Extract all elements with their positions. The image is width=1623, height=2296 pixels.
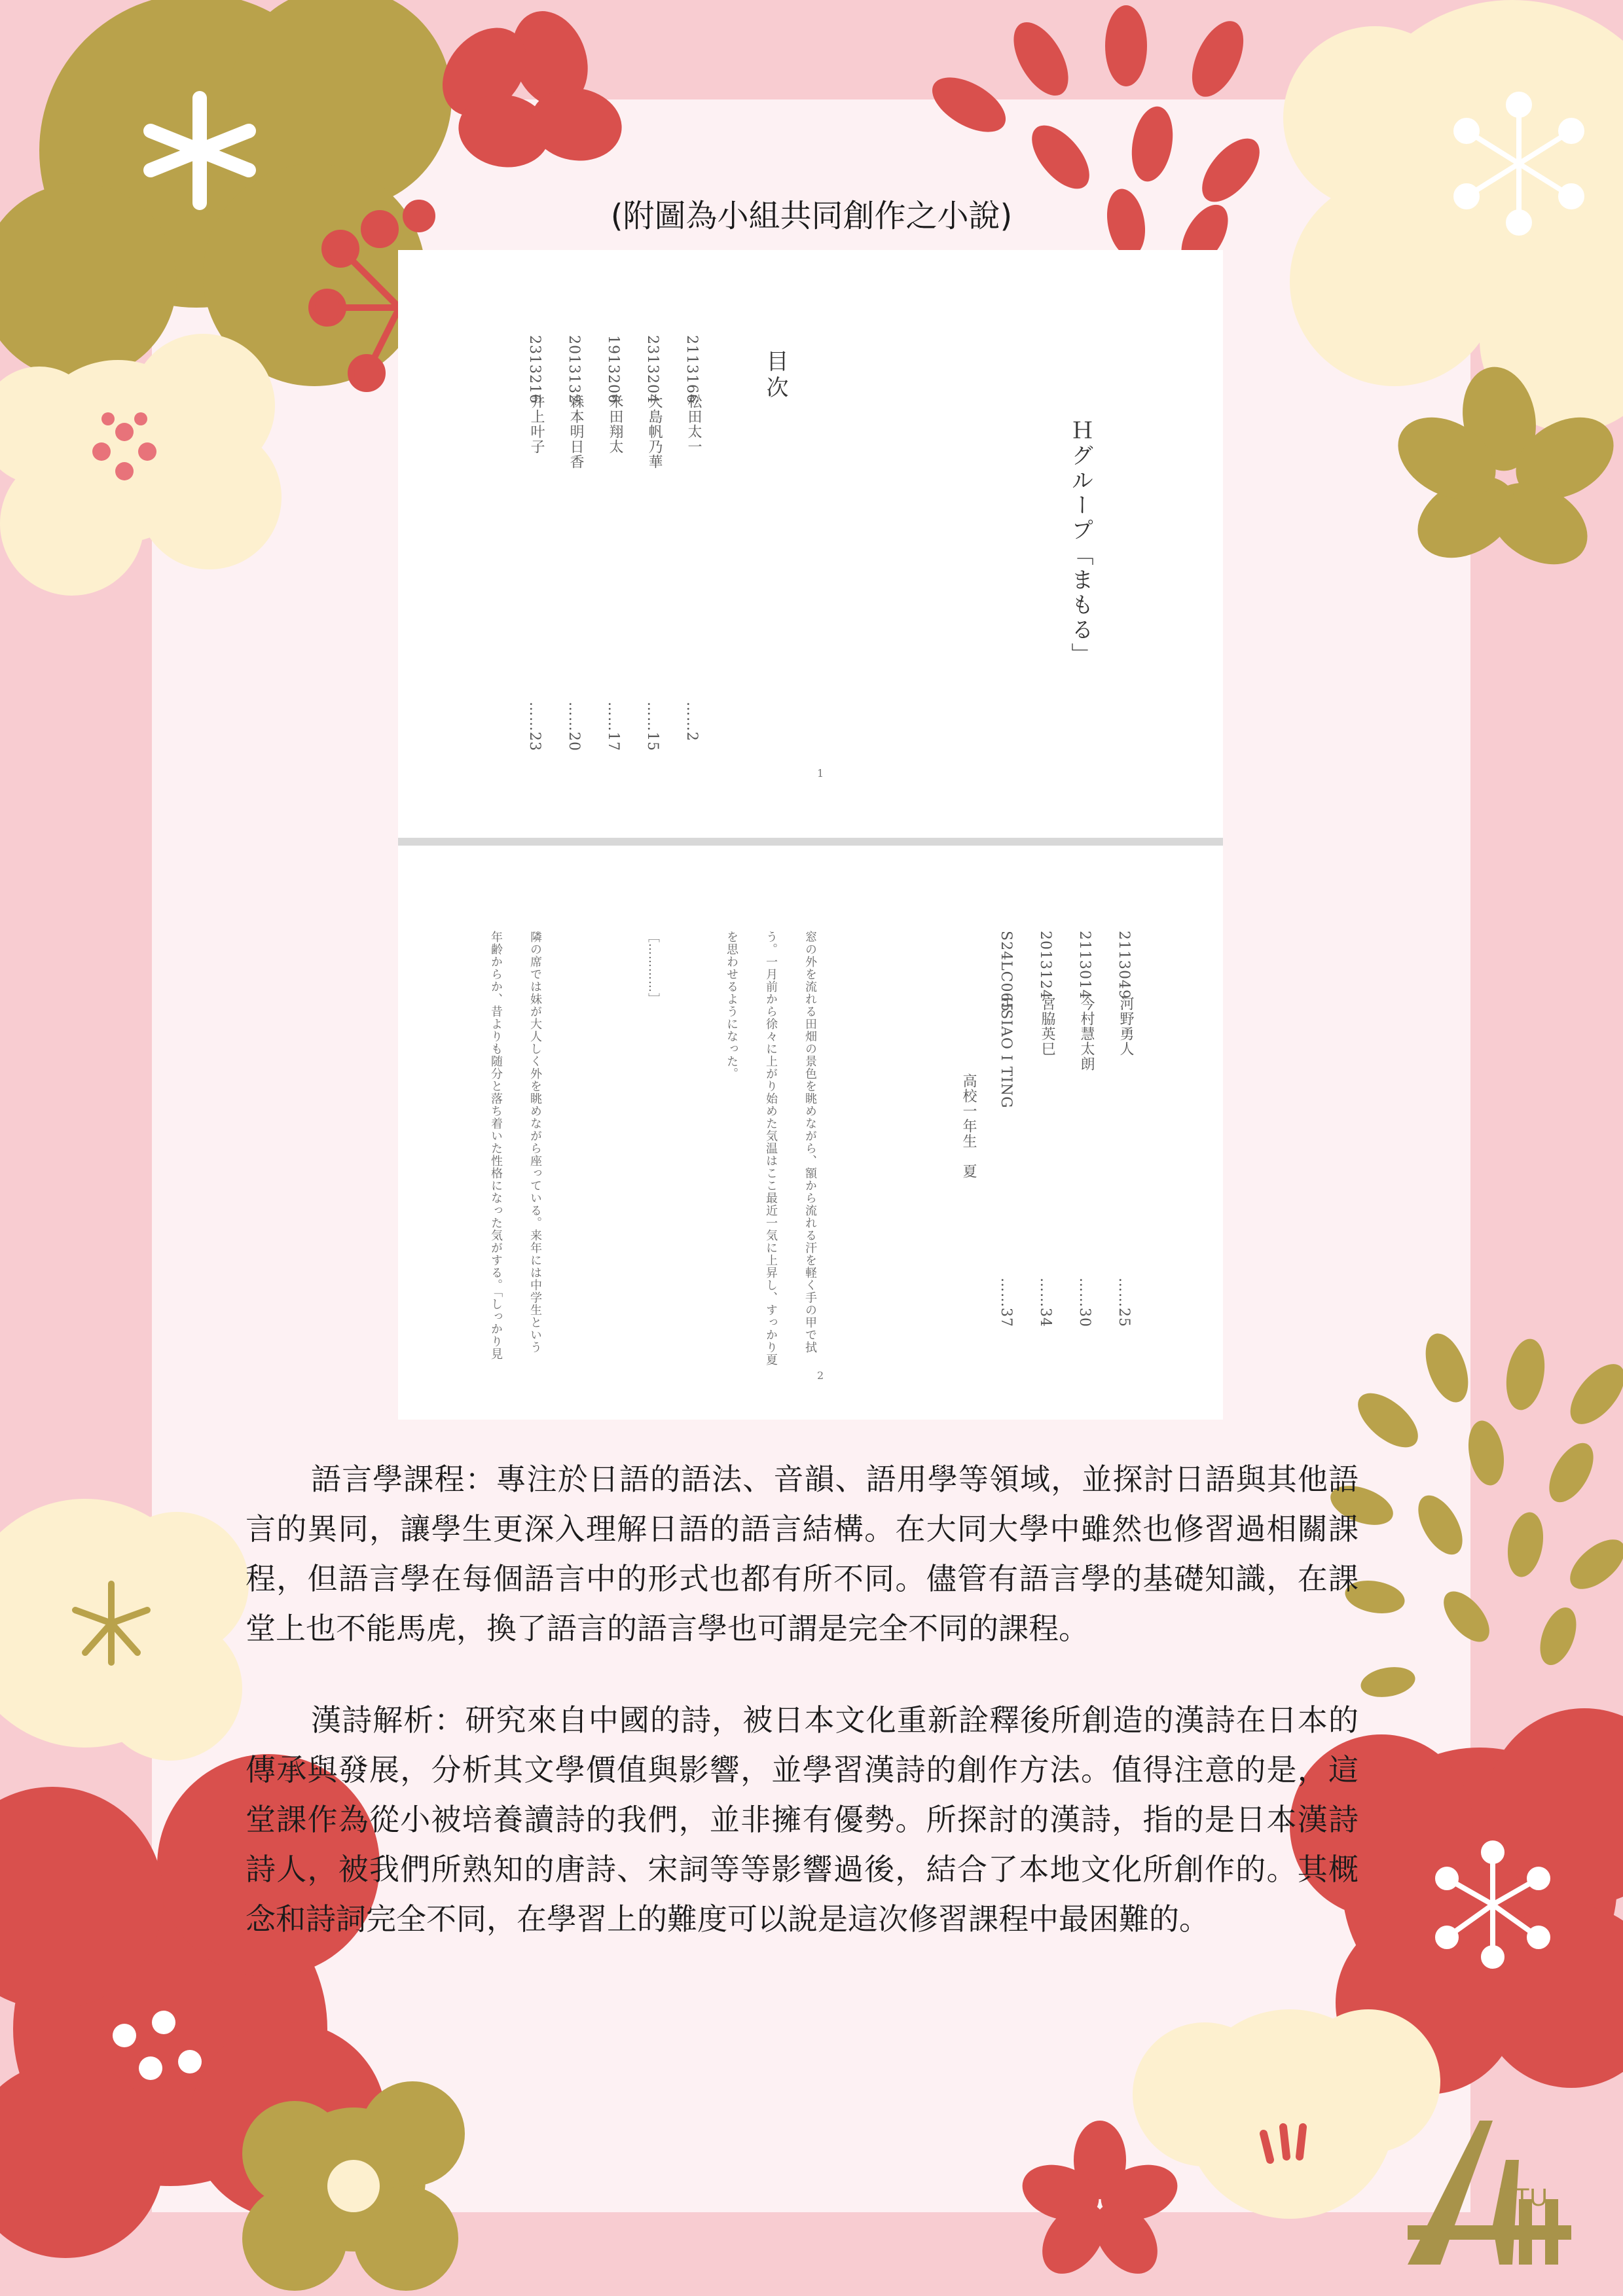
story-line: 隣の席では妹が大人しく外を眺めながら座っている。来年には中学生という xyxy=(528,931,542,1354)
story-line: 年齢からか、昔よりも随分と落ち着いた性格になった気がする。「しっかり見 xyxy=(489,931,503,1360)
story-line: う。一月前から徐々に上がり始めた気温はここ最近一気に上昇し、すっかり夏 xyxy=(764,931,778,1366)
toc-entry-page: ……2 xyxy=(684,702,700,742)
toc-entry-id: 2313204 xyxy=(644,335,661,404)
novel-title: Ｈグループ「まもる」 xyxy=(1067,419,1093,668)
logo-text: TTU xyxy=(1499,2184,1548,2212)
toc-heading: 目次 xyxy=(762,350,788,402)
cream-flower-left xyxy=(0,334,282,596)
toc-entry-id: 2113049 xyxy=(1116,931,1132,999)
toc-entry-name: 松田太一 xyxy=(685,394,702,454)
cream-center-icon xyxy=(327,2160,380,2212)
toc-entry-id: 2013132 xyxy=(566,335,582,404)
toc-entry-name: 森本明日香 xyxy=(568,394,584,469)
toc-entry-page: ……37 xyxy=(998,1278,1014,1327)
toc-entry-name: HSIAO I TING xyxy=(998,996,1014,1109)
toc-entry-name: 米田翔太 xyxy=(607,394,623,454)
toc-entry-id: 2113014 xyxy=(1076,931,1093,999)
toc-entry-id: 2113166 xyxy=(684,335,700,404)
page-number: 1 xyxy=(817,767,824,780)
novel-page-toc xyxy=(398,250,1223,839)
toc-entry-page: ……15 xyxy=(644,702,661,751)
toc-entry-id: 1913206 xyxy=(605,335,621,404)
toc-entry-page: ……17 xyxy=(605,702,621,751)
novel-page-story xyxy=(398,846,1223,1420)
toc-entry-name: 河野勇人 xyxy=(1118,996,1134,1056)
toc-entry-page: ……34 xyxy=(1037,1278,1053,1327)
figure-caption: (附圖為小組共同創作之小說) xyxy=(610,198,1013,234)
story-line: を思わせるようになった。 xyxy=(725,931,739,1080)
story-line: 窓の外を流れる田畑の景色を眺めながら、額から流れる汗を軽く手の甲で拭 xyxy=(803,931,817,1354)
toc-entry-page: ……20 xyxy=(566,702,582,751)
toc-entry-page: ……25 xyxy=(1116,1278,1132,1327)
toc-entry-name: 今村慧太朗 xyxy=(1078,996,1095,1071)
page-number: 2 xyxy=(817,1369,824,1382)
toc-entry-name: 宮脇英巳 xyxy=(1039,996,1055,1056)
story-line: ［…………］ xyxy=(646,931,660,1005)
toc-entry-id: 2313216 xyxy=(526,335,543,404)
toc-entry-page: ……23 xyxy=(526,702,543,751)
cream-flower-left-bottom xyxy=(0,1499,249,1761)
toc-entry-page: ……30 xyxy=(1076,1278,1093,1327)
toc-entry-name: 大島帆乃華 xyxy=(646,394,663,469)
paragraph-kanshi: 漢詩解析：研究來自中國的詩，被日本文化重新詮釋後所創造的漢詩在日本的傳承與發展，分析其文學價值與影響，並學習漢詩的創作方法。值得注意的是，這堂課作為從小被培養讀詩的我們，並非擁有優勢。所探討的漢詩，指的是日本漢詩詩人，被我們所熟知的唐詩、宋詞等等影響過後，結合了本地文化所創作的。其概念和詩詞完全不同，在學習上的難度可以說是這次修習課程中最困難的。 xyxy=(246,1702,1359,1937)
paragraph-linguistics: 語言學課程：專注於日語的語法、音韻、語用學等領域，並探討日語與其他語言的異同，讓學生更深入理解日語的語言結構。在大同大學中雖然也修習過相關課程，但語言學在每個語言中的形式也都有所不同。儘管有語言學的基礎知識，在課堂上也不能馬虎，換了語言的語言學也可謂是完全不同的課程。 xyxy=(246,1462,1359,1646)
toc-entry-id: 2013124 xyxy=(1037,931,1053,999)
toc-entry-name: 井上叶子 xyxy=(528,394,545,454)
story-subtitle: 高校一年生 夏 xyxy=(960,1073,977,1179)
toc-entry-id: S24LC065 xyxy=(998,931,1014,1013)
